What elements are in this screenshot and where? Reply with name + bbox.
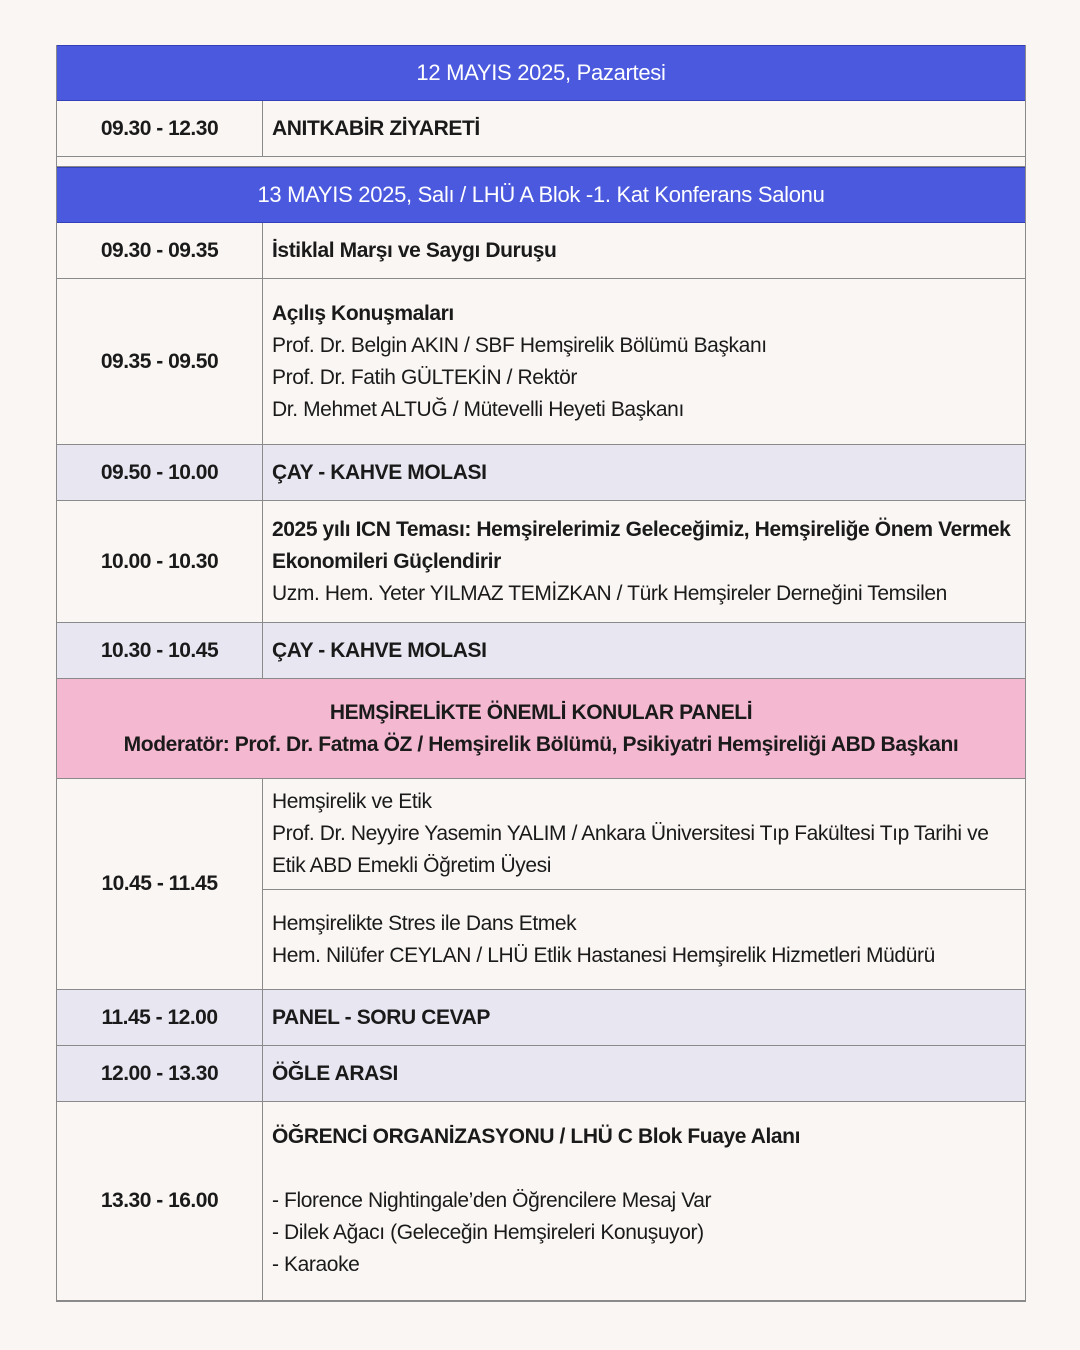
session-content: [263, 501, 1025, 622]
session-title: ANITKABİR ZİYARETİ: [272, 116, 480, 140]
session-time: 09.35 - 09.50: [57, 279, 263, 444]
speaker-line: Dr. Mehmet ALTUĞ / Mütevelli Heyeti Başkanı: [272, 397, 684, 421]
session-content: [263, 990, 1025, 1045]
session-time: 10.00 - 10.30: [57, 501, 263, 622]
activity-item: - Karaoke: [272, 1253, 360, 1276]
speaker-line: Prof. Dr. Belgin AKIN / SBF Hemşirelik Bölümü Başkanı: [272, 333, 767, 357]
session-time: 09.30 - 12.30: [57, 101, 263, 156]
session-time: 10.30 - 10.45: [57, 623, 263, 678]
table-row: [57, 101, 1025, 157]
speaker-line: Hem. Nilüfer CEYLAN / LHÜ Etlik Hastanesi Hemşirelik Hizmetleri Müdürü: [272, 943, 935, 967]
session-time: 10.45 - 11.45: [57, 779, 263, 989]
session-title: ÖĞRENCİ ORGANİZASYONU / LHÜ C Blok Fuaye Alanı: [272, 1125, 801, 1148]
table-row: [57, 223, 1025, 279]
session-content: [263, 223, 1025, 278]
talk-title: Hemşirelik ve Etik: [272, 790, 432, 813]
session-time: 12.00 - 13.30: [57, 1046, 263, 1101]
speaker-line: Etik ABD Emekli Öğretim Üyesi: [272, 854, 551, 877]
talk-title: Hemşirelikte Stres ile Dans Etmek: [272, 911, 577, 935]
session-content: [263, 623, 1025, 678]
session-content: [263, 279, 1025, 444]
session-time: 09.50 - 10.00: [57, 445, 263, 500]
table-row: [57, 779, 1025, 990]
session-content: [263, 1046, 1025, 1101]
panel-title: HEMŞİRELİKTE ÖNEMLİ KONULAR PANELİ: [329, 700, 753, 724]
session-content: [263, 1102, 1025, 1300]
table-row-break: [57, 990, 1025, 1046]
activity-item: - Florence Nightingale’den Öğrencilere Mesaj Var: [272, 1189, 712, 1212]
schedule-table: [56, 45, 1026, 1302]
speaker-line: Uzm. Hem. Yeter YILMAZ TEMİZKAN / Türk Hemşireler Derneğini Temsilen: [272, 581, 947, 605]
speaker-line: Prof. Dr. Fatih GÜLTEKİN / Rektör: [272, 365, 577, 389]
panel-talk: [263, 889, 1025, 989]
table-row-break: [57, 1046, 1025, 1102]
day2-header: 13 MAYIS 2025, Salı / LHÜ A Blok -1. Kat Konferans Salonu: [57, 167, 1025, 223]
session-time: 11.45 - 12.00: [57, 990, 263, 1045]
session-content: [263, 445, 1025, 500]
session-title: ÖĞLE ARASI: [272, 1061, 398, 1085]
session-title-line: Ekonomileri Güçlendirir: [272, 549, 501, 573]
panel-talk: [263, 779, 1025, 889]
day-separator: [57, 157, 1025, 167]
panel-moderator: Moderatör: Prof. Dr. Fatma ÖZ / Hemşirelik Bölümü, Psikiyatri Hemşireliği ABD Başkanı: [123, 732, 959, 756]
session-time: 09.30 - 09.35: [57, 223, 263, 278]
session-title: ÇAY - KAHVE MOLASI: [272, 638, 487, 662]
spacer: [272, 1153, 1013, 1185]
day1-header: 12 MAYIS 2025, Pazartesi: [57, 45, 1025, 101]
speaker-line: Prof. Dr. Neyyire Yasemin YALIM / Ankara Üniversitesi Tıp Fakültesi Tıp Tarihi ve: [272, 822, 989, 845]
session-title: ÇAY - KAHVE MOLASI: [272, 460, 487, 484]
table-row-break: [57, 623, 1025, 679]
session-title: İstiklal Marşı ve Saygı Duruşu: [272, 238, 557, 262]
panel-header: [57, 679, 1025, 779]
activity-item: - Dilek Ağacı (Geleceğin Hemşireleri Konuşuyor): [272, 1221, 704, 1244]
table-row: [57, 501, 1025, 623]
session-content: [263, 101, 1025, 156]
session-title-line: 2025 yılı ICN Teması: Hemşirelerimiz Geleceğimiz, Hemşireliğe Önem Vermek: [272, 517, 1011, 541]
session-title: PANEL - SORU CEVAP: [272, 1005, 490, 1029]
table-row-break: [57, 445, 1025, 501]
table-row: [57, 279, 1025, 445]
table-row: [57, 1102, 1025, 1301]
panel-talks: [263, 779, 1025, 989]
session-title: Açılış Konuşmaları: [272, 301, 454, 325]
session-time: 13.30 - 16.00: [57, 1102, 263, 1300]
